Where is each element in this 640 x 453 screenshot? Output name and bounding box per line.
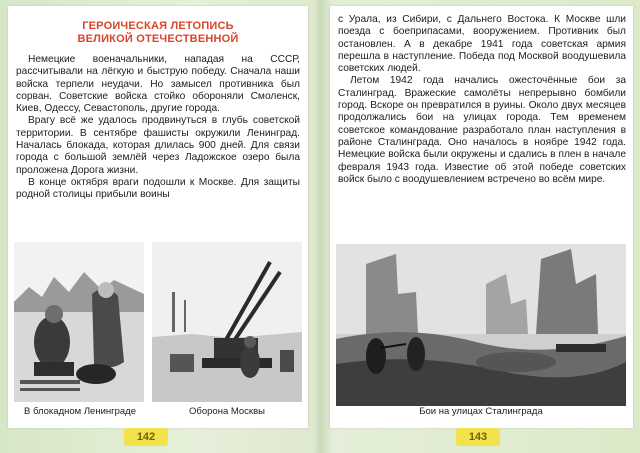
page-number-left: 142	[124, 428, 168, 446]
heading-line-1: ГЕРОИЧЕСКАЯ ЛЕТОПИСЬ	[82, 20, 234, 32]
left-page	[8, 6, 308, 428]
paragraph: Немецкие военачальники, нападая на СССР, рассчитывали на лёгкую и быструю победу. Сначала наши войска терпели неудачи. Но замысел противника был сорван. Советские войска стойко обороняли Смоленск, Киев, Одессу, Севастополь, другие города.	[16, 54, 300, 115]
right-page-text	[338, 14, 626, 186]
moscow-caption: Оборона Москвы	[189, 406, 265, 417]
moscow-photo	[152, 242, 302, 402]
paragraph: с Урала, из Сибири, с Дальнего Востока. К Москве шли поезда с боеприпасами, вооружением. Противник был остановлен. А в декабре 1941 года советская армия перешла в наступление. Победа под Москвой воодушевила советских людей.	[338, 14, 626, 75]
right-page	[330, 6, 633, 428]
paragraph: Летом 1942 года начались ожесточённые бои за Сталинград. Вражеские самолёты непрерывно бомбили город. Вскоре он превратился в руины. Около двух месяцев продолжались бои на улицах города. Тем временем советское командование разработало план наступления в районе Сталинграда. Оно началось в ноябре 1942 года. Немецкие войска были окружены и сдались в плен в начале февраля 1943 года. Известие об этой победе советских войск было с воодушевлением встречено во всём мире.	[338, 75, 626, 185]
paragraph: Врагу всё же удалось продвинуться в глубь советской территории. В сентябре фашисты окружили Ленинград. Началась блокада, которая длилась 900 дней. Для связи города с большой землёй через Ладожское озеро была проложена Дорога жизни.	[16, 115, 300, 176]
leningrad-photo	[14, 242, 144, 402]
leningrad-caption: В блокадном Ленинграде	[24, 406, 136, 417]
heading-line-2: ВЕЛИКОЙ ОТЕЧЕСТВЕННОЙ	[77, 33, 239, 45]
left-page-text	[16, 54, 300, 202]
stalingrad-photo	[336, 244, 626, 406]
page-heading	[8, 20, 308, 46]
stalingrad-caption: Бои на улицах Сталинграда	[419, 406, 543, 417]
page-number-right: 143	[456, 428, 500, 446]
paragraph: В конце октября враги подошли к Москве. Для защиты родной столицы прибыли воины	[16, 176, 300, 201]
